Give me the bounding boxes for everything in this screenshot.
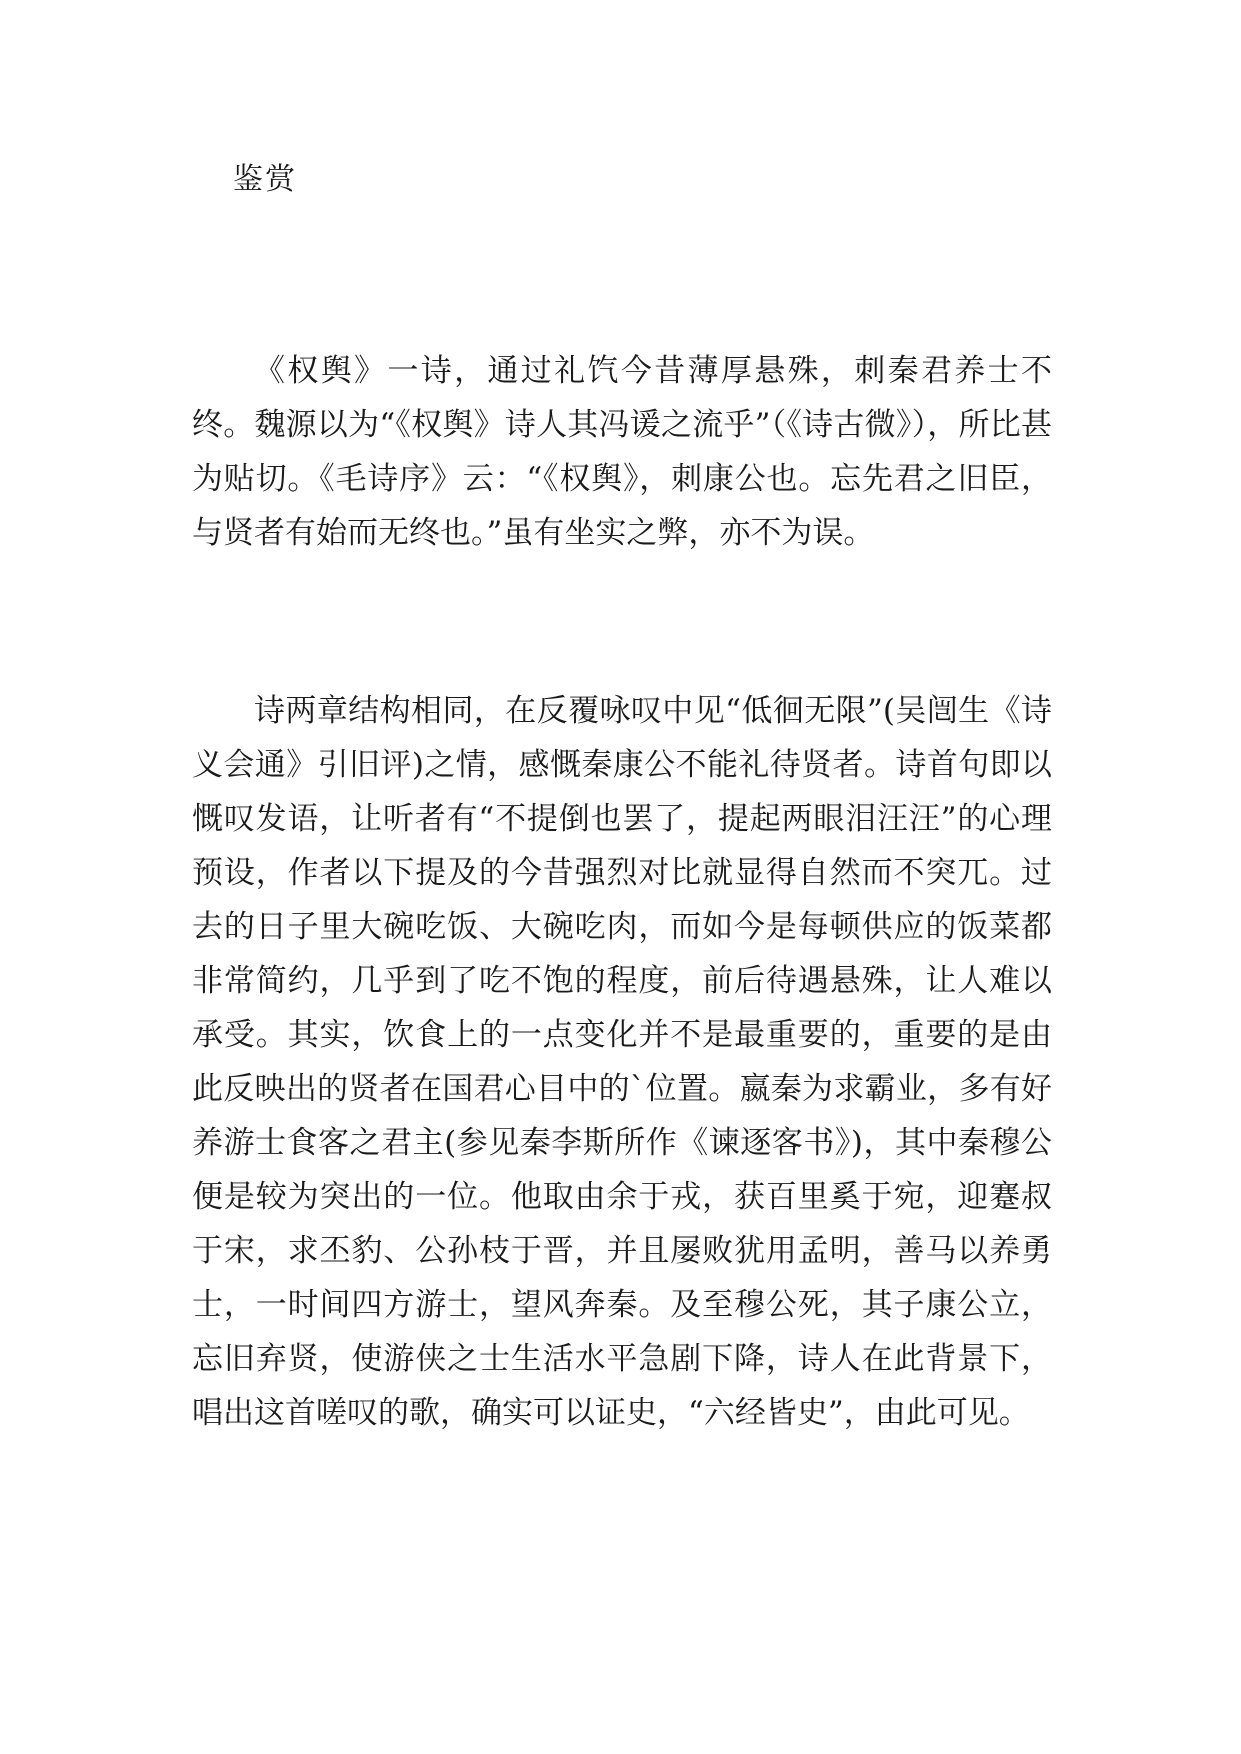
- paragraph-intro: 《权舆》一诗，通过礼饩今昔薄厚悬殊，刺秦君养士不终。魏源以为“《权舆》诗人其冯谖之流乎”（《诗古微》），所比甚为贴切。《毛诗序》云：“《权舆》，刺康公也。忘先君之旧臣，与贤者有始而无终也。”虽有坐实之弊，亦不为误。: [192, 353, 1052, 551]
- section-heading: 鉴赏: [233, 162, 297, 197]
- paragraph-analysis: 诗两章结构相同，在反覆咏叹中见“低徊无限”(吴闿生《诗义会通》引旧评)之情，感慨秦康公不能礼待贤者。诗首句即以慨叹发语，让听者有“不提倒也罢了，提起两眼泪汪汪”的心理预设，作者以下提及的今昔强烈对比就显得自然而不突兀。过去的日子里大碗吃饭、大碗吃肉，而如今是每顿供应的饭菜都非常简约，几乎到了吃不饱的程度，前后待遇悬殊，让人难以承受。其实，饮食上的一点变化并不是最重要的，重要的是由此反映出的贤者在国君心目中的`位置。嬴秦为求霸业，多有好养游士食客之君主(参见秦李斯所作《谏逐客书》)，其中秦穆公便是较为突出的一位。他取由余于戎，获百里奚于宛，迎蹇叔于宋，求丕豹、公孙枝于晋，并且屡败犹用孟明，善马以养勇士，一时间四方游士，望风奔秦。及至穆公死，其子康公立，忘旧弃贤，使游侠之士生活水平急剧下降，诗人在此背景下，唱出这首嗟叹的歌，确实可以证史，“六经皆史”，由此可见。: [192, 693, 1052, 1431]
